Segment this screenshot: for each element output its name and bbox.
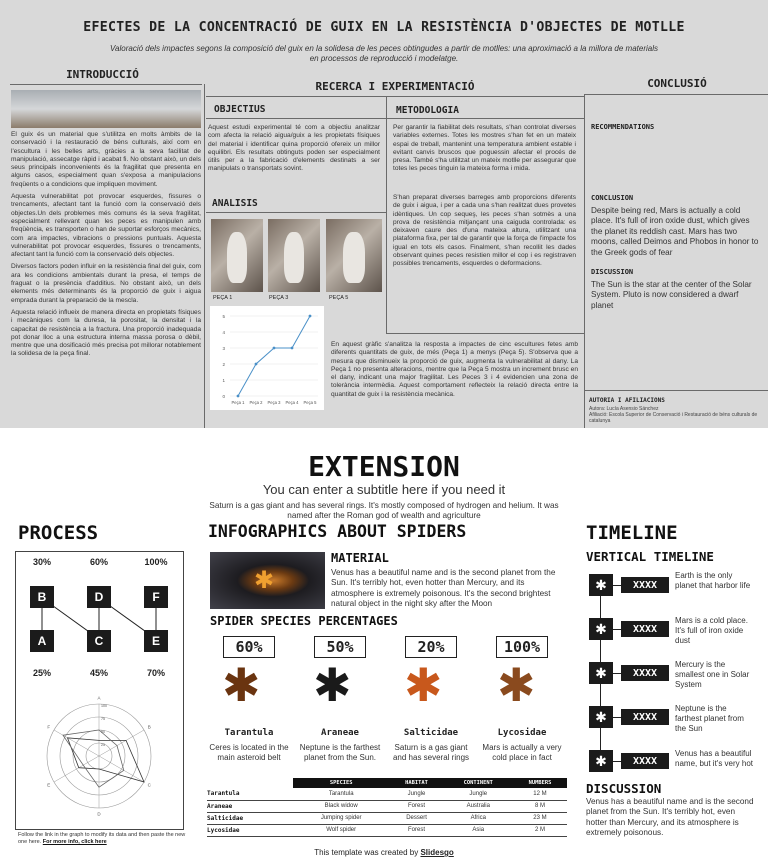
process-pct-bottom-1: 25% [32, 668, 51, 678]
infographics-heading: INFOGRAPHICS ABOUT SPIDERS [208, 522, 467, 541]
radar-tick-label: 75 [101, 717, 105, 721]
species-heading: SPIDER SPECIES PERCENTAGES [210, 614, 398, 628]
table-cell: Tarantula [293, 788, 390, 800]
timeline-heading: TIMELINE [586, 522, 678, 544]
slidesgo-link[interactable]: Slidesgo [420, 848, 454, 857]
process-node-d: D [87, 586, 111, 608]
table-row [207, 824, 567, 836]
vertical-timeline-heading: VERTICAL TIMELINE [586, 549, 714, 564]
radar-axis-label: D [97, 811, 101, 817]
authors-name: Autora: Lucía Asensio Sánchez [589, 406, 659, 412]
table-cell: 8 M [513, 800, 567, 812]
x-tick-label: Peça 5 [303, 400, 317, 405]
process-pct-top-3: 100% [144, 557, 168, 567]
process-heading: PROCESS [18, 522, 99, 544]
timeline-spider-icon-4: ✱ [589, 706, 613, 728]
process-footnote-text: Follow the link in the graph to modify its data and then paste the new one here. [18, 832, 186, 846]
species-name-2: Araneae [321, 728, 359, 738]
radar-tick-label: 25 [101, 743, 105, 747]
species-pct-4: 100% [496, 636, 548, 658]
process-connectors [15, 551, 184, 671]
table-cell: Forest [390, 824, 444, 836]
conclusion-text: Despite being red, Mars is actually a cold place. It's full of iron oxide dust, which gives the planet its reddish cast. Mars has two moons, called Deimos and Phobos in honor to the Greek gods of fear [591, 206, 759, 257]
radar-spoke [99, 756, 144, 782]
extension-subtitle: You can enter a subtitle here if you need it [262, 482, 506, 497]
table-cell: Australia [444, 800, 513, 812]
process-node-b: B [30, 586, 54, 608]
intro-paragraph-2: Aquesta vulnerabilitat pot provocar esquerdes, fissures o trencaments, afectant tant la funció com la conservació dels objectes.Un dels problemes més comuns és la seva fragilitat, especialment rellevant quan les peces es manipulen amb freqüència, es transporten o han de suportar esforços mecànics, com ara impactes, vibracions o pressions puntuals. Aquesta vulnerabilitat pot provocar esquerdes, fissures o trencaments, afectant tant la funció com la conservació dels objectes. [11, 193, 201, 259]
piece-5-photo [326, 219, 382, 292]
table-row [207, 812, 567, 824]
table-cell: Araneae [207, 800, 293, 812]
process-pct-top-2: 60% [89, 557, 108, 567]
wolf-spider-icon: ✱ [497, 659, 536, 711]
table-cell: Africa [444, 812, 513, 824]
poster-title: EFECTES DE LA CONCENTRACIÓ DE GUIX EN LA RESISTÈNCIA D'OBJECTES DE MOTLLE [83, 20, 685, 35]
x-tick-label: Peça 1 [231, 400, 245, 405]
conclusion-heading: CONCLUSION [591, 194, 634, 202]
material-text: Venus has a beautiful name and is the second planet from the Sun. It's terribly hot, even hotter than Mercury, and its atmosphere is extremely poisonous. It's the second brightest natural object in the night sky after the Moon [331, 568, 556, 609]
piece-3-photo [268, 219, 320, 292]
timeline-spider-icon-5: ✱ [589, 750, 613, 772]
table-cell: Lycosidae [207, 824, 293, 836]
y-tick-label: 1 [222, 378, 225, 383]
extension-title: EXTENSION [308, 450, 460, 483]
photo-label-5: PEÇA 5 [329, 295, 349, 301]
timeline-discussion-text: Venus has a beautiful name and is the second planet from the Sun. It's terribly hot, even hotter than Mercury, and its atmosphere is extremely poisonous. [586, 797, 754, 838]
table-cell: Asia [444, 824, 513, 836]
objectius-heading: OBJECTIUS [214, 104, 266, 115]
timeline-label-3: XXXX [621, 665, 669, 681]
metodologia-text-2: S'han preparat diverses barreges amb proporcions diferents de guix i aigua, i per a cada una s'han realitzat dues provetes idèntiques. Un cop sequeş, les peces s'han sotmès a una prova de resistència mitjançant una caiguda controlada: es deixaven caure des d'una mateixa altura, utilitzant una plataforma fixa, per tal de garantir que la força de l'impacte fos igual en tots els casos. Finalment, s'han recollit les dades observant quines peces resistien millor el cop i es registraven possibles trencaments, esquerdes o deformacions. [393, 194, 576, 268]
table-cell: Jungle [444, 788, 513, 800]
discussion-text: The Sun is the star at the center of the Solar System. Pluto is now considered a dwarf planet [591, 280, 752, 310]
y-tick-label: 5 [222, 314, 225, 319]
process-pct-top-1: 30% [32, 557, 51, 567]
table-cell: Wolf spider [293, 824, 390, 836]
metodologia-text-1: Per garantir la fiabilitat dels resultats, s'han controlat diverses variables externes. Totes les mostres s'han fet en un mateix espai de treball, mantenint una temperatura ambient estable i evitant canvis bruscos que poguessin afectar el procés de presa. També s'ha utilitzat un mateix motlle per assegurar que totes les peces tinguin la mateixa forma i mida. [393, 124, 576, 173]
radar-chart [34, 690, 164, 820]
species-table-header [207, 778, 567, 788]
analisis-heading: ANALISIS [212, 198, 258, 209]
timeline-text-3: Mercury is the smallest one in Solar System [675, 660, 750, 689]
credit-text: This template was created by [314, 848, 421, 857]
process-node-c: C [87, 630, 111, 652]
species-name-1: Tarantula [224, 728, 274, 738]
species-table [207, 778, 567, 837]
table-row [207, 788, 567, 800]
table-cell: 12 M [513, 788, 567, 800]
metodologia-heading: METODOLOGIA [396, 105, 459, 116]
spider-photo [210, 552, 325, 609]
y-tick-label: 4 [222, 330, 225, 335]
process-footnote [18, 832, 188, 846]
objectius-text: Aquest estudi experimental té com a objectiu analitzar com afecta la relació aigua/guix a les propietats físiques del material i identificar quina proporció ofereix un millor equilibri. Els resultats obtinguts poden ser especialment útils per a la fabricació d'elements destinats a ser manipulats o transportats sovint. [208, 124, 380, 173]
timeline-text-2: Mars is a cold place. It's full of iron oxide dust [675, 616, 748, 645]
table-cell: Dessert [390, 812, 444, 824]
y-tick-label: 0 [222, 394, 225, 399]
table-cell: Tarantula [207, 788, 293, 800]
table-header-numbers: NUMBERS [513, 778, 567, 788]
damage-line-chart [210, 306, 324, 410]
table-cell: Jumping spider [293, 812, 390, 824]
table-cell: 23 M [513, 812, 567, 824]
tarantula-icon: ✱ [222, 659, 261, 711]
radar-axis-label: B [147, 724, 151, 730]
species-pct-3: 20% [405, 636, 457, 658]
photo-label-1: PEÇA 1 [213, 295, 233, 301]
timeline-text-5: Venus has a beautiful name, but it's very hot [675, 749, 754, 768]
radar-axis-label: C [147, 782, 151, 788]
poster-subtitle: Valoració dels impactes segons la composició del guix en la solidesa de les peces obtingudes a partir de motlles: una aproximació a la millora de materials en processos de reproducció i modelatge. [110, 44, 658, 64]
table-header-continent: CONTINENT [444, 778, 513, 788]
authors-heading: AUTORIA I AFILIACIONS [589, 397, 665, 404]
poster [0, 0, 768, 428]
radar-spoke [99, 730, 144, 756]
y-tick-label: 3 [222, 346, 225, 351]
timeline-label-2: XXXX [621, 621, 669, 637]
recommendations-heading: RECOMMENDATIONS [591, 123, 655, 131]
intro-paragraph-1: El guix és un material que s'utilitza en molts àmbits de la conservació i la restauració de béns culturals, així com en l'escultura i les belles arts, gràcies a la seva facilitat de manipulació, assecatge ràpid i acabat fi. No obstant això, un dels seus principals inconvenients és la fragilitat que presenta en alguns casos, especialment quan s'exposa a manipulacions freqüents o a condicions que impliquen moviment. [11, 131, 201, 188]
species-desc-1: Ceres is located in the main asteroid belt [209, 743, 289, 762]
timeline-spider-icon-2: ✱ [589, 618, 613, 640]
table-cell: Jungle [390, 788, 444, 800]
radar-tick-label: 50 [101, 730, 105, 734]
intro-heading: INTRODUCCIÓ [66, 68, 139, 81]
radar-spoke [54, 730, 99, 756]
black-widow-icon: ✱ [313, 659, 352, 711]
timeline-label-5: XXXX [621, 753, 669, 769]
spider-icon: ✱ [254, 567, 275, 594]
species-name-3: Salticidae [403, 728, 459, 738]
extension-intro: Saturn is a gas giant and has several rings. It's mostly composed of hydrogen and helium. It was named after the Roman god of wealth and agriculture [209, 501, 559, 521]
jumping-spider-icon: ✱ [404, 659, 443, 711]
timeline-text-1: Earth is the only planet that harbor life [675, 571, 751, 590]
authors-affiliation: Afiliació: Escola Superior de Conservació i Restauració de béns culturals de catalunya [589, 412, 758, 424]
data-point [291, 347, 294, 350]
series-line [238, 316, 310, 396]
photo-label-3: PEÇA 3 [269, 295, 289, 301]
species-desc-3: Saturn is a gas giant and has several rings [392, 743, 470, 762]
species-pct-1: 60% [223, 636, 275, 658]
radar-axis-label: E [47, 782, 51, 788]
species-desc-2: Neptune is the farthest planet from the Sun. [299, 743, 381, 762]
species-pct-2: 50% [314, 636, 366, 658]
table-cell: Forest [390, 800, 444, 812]
process-node-f: F [144, 586, 168, 608]
radar-tick-label: 100 [101, 704, 107, 708]
analysis-text: En aquest gràfic s'analitza la resposta a impactes de cinc escultures fetes amb diferents quantitats de guix, de més (Peça 1) a menys (Peça 5). S'observa que a mesura que disminueix la proporció de guix, augmenta la vulnerabilitat al dany. La Peça 1 no presenta alteracions, mentre que la Peça 5 mostra un increment brusc en el dany, indicant una major fragilitat. Les Peces 3 i 4 evidencien una zona de tolerància intermèdia. Aquest comportament reflecteix la relació directa entre la quantitat de guix i la resistència mecànica. [331, 341, 578, 398]
table-cell: 2 M [513, 824, 567, 836]
x-tick-label: Peça 2 [249, 400, 263, 405]
piece-1-photo [211, 219, 263, 292]
radar-axis-label: F [47, 724, 51, 730]
data-point [255, 363, 258, 366]
intro-paragraph-3: Diversos factors poden influir en la resistència final del guix, com ara les condicions ambientals durant la presa, el temps de fraguat o la presència d'additius. No obstant això, un dels elements més determinants és la proporció de guix i aigua emprada durant la preparació de la mescla. [11, 263, 201, 304]
process-pct-bottom-2: 45% [89, 668, 108, 678]
credit-line [0, 848, 768, 857]
process-pct-bottom-3: 70% [146, 668, 165, 678]
species-desc-4: Mars is actually a very cold place in fact [482, 743, 562, 762]
process-node-a: A [30, 630, 54, 652]
table-header-species: SPECIES [293, 778, 390, 788]
table-row [207, 800, 567, 812]
intro-paragraph-4: Aquesta relació influeix de manera directa en propietats físiques i mecàniques com la duresa, la porositat, la densitat i la capacitat de resistència a la fractura. Una proporció inadequada pot donar lloc a una estructura interna massa porosa o dèbil, mentre que una dosificació més precisa pot millorar notablement la solidesa de la peça final. [11, 308, 201, 358]
table-header-habitat: HABITAT [390, 778, 444, 788]
data-point [309, 315, 312, 318]
research-heading: RECERCA I EXPERIMENTACIÓ [315, 80, 475, 93]
table-cell: Salticidae [207, 812, 293, 824]
data-point [237, 395, 240, 398]
conclusio-heading: CONCLUSIÓ [647, 77, 707, 90]
timeline-label-1: XXXX [621, 577, 669, 593]
table-header-blank [207, 778, 293, 788]
timeline-spider-icon-1: ✱ [589, 574, 613, 596]
more-info-link[interactable]: For more info, click here [42, 839, 107, 846]
timeline-spider-icon-3: ✱ [589, 662, 613, 684]
radar-axis-label: A [97, 695, 101, 701]
table-cell: Black widow [293, 800, 390, 812]
species-name-4: Lycosidae [497, 728, 547, 738]
x-tick-label: Peça 3 [267, 400, 281, 405]
timeline-label-4: XXXX [621, 709, 669, 725]
plaster-figures-photo [11, 90, 201, 128]
material-heading: MATERIAL [331, 551, 389, 565]
y-tick-label: 2 [222, 362, 225, 367]
discussion-heading: DISCUSSION [591, 268, 634, 276]
process-node-e: E [144, 630, 168, 652]
timeline-discussion-heading: DISCUSSION [586, 781, 662, 796]
x-tick-label: Peça 4 [285, 400, 299, 405]
timeline-text-4: Neptune is the farthest planet from the Sun [675, 704, 744, 733]
data-point [273, 347, 276, 350]
